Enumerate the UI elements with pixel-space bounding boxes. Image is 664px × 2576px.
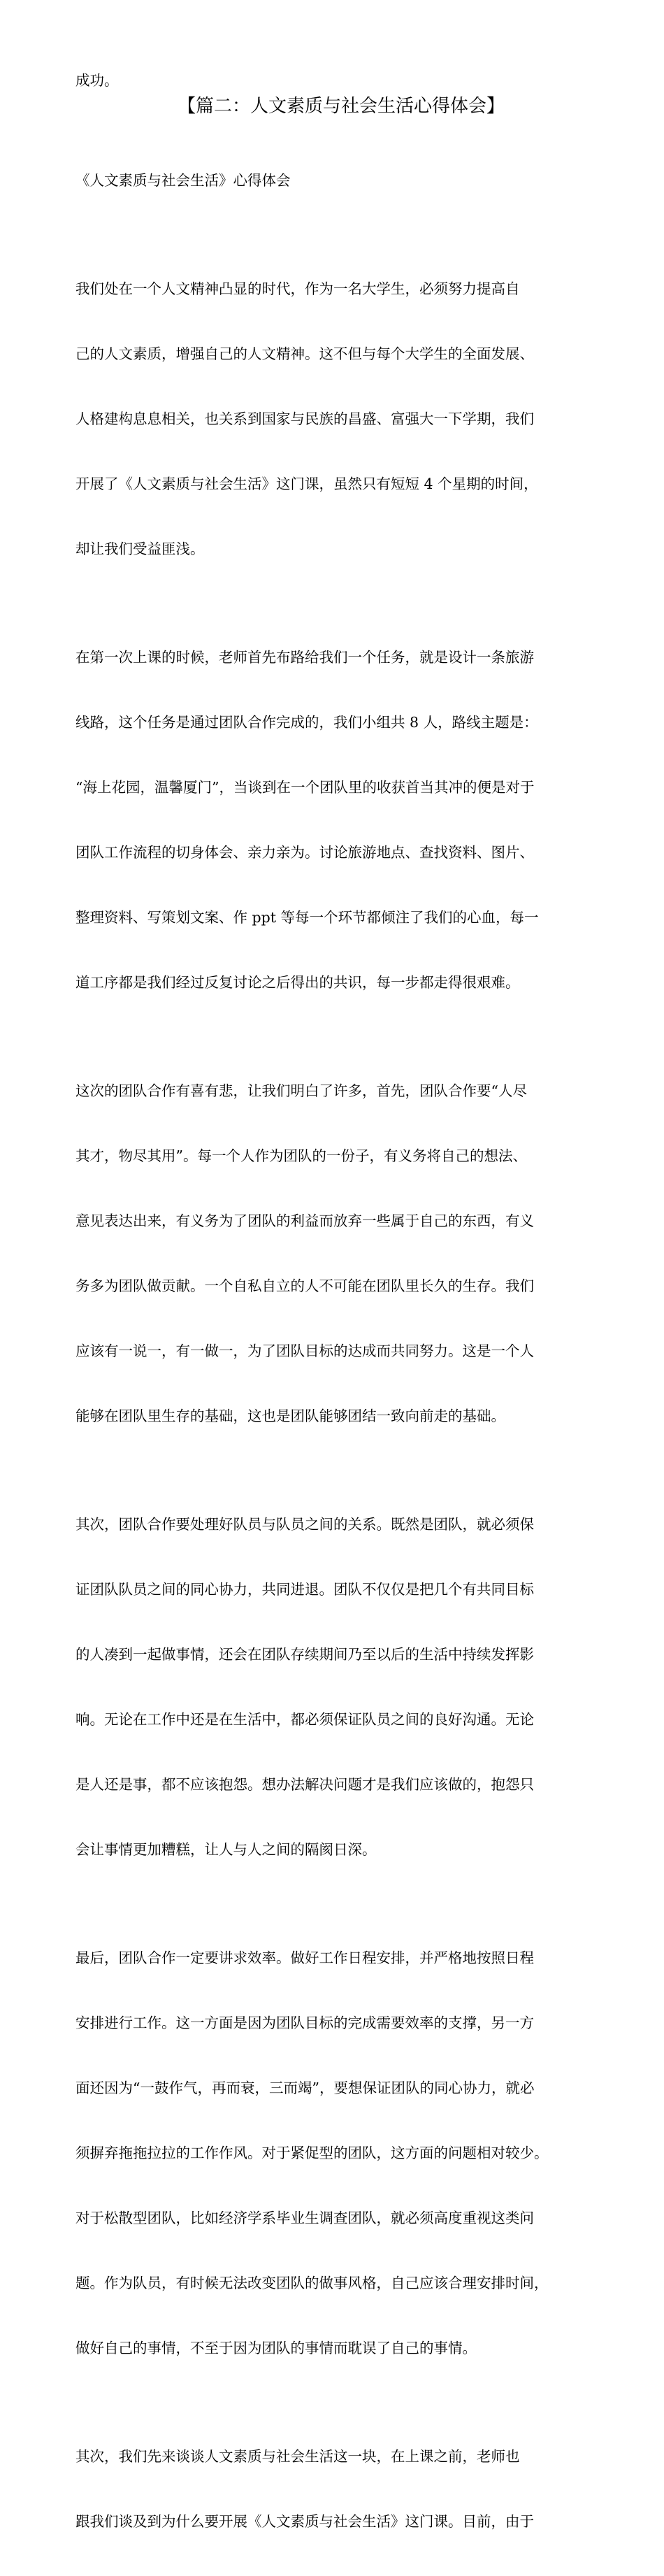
text-line: 能够在团队里生存的基础，这也是团队能够团结一致向前走的基础。: [75, 1408, 505, 1424]
text-line: 线路，这个任务是通过团队合作完成的，我们小组共 8 人，路线主题是：: [75, 714, 538, 731]
text-line: 响。无论在工作中还是在生活中，都必须保证队员之间的良好沟通。无论: [75, 1711, 534, 1728]
text-line: 开展了《人文素质与社会生活》这门课，虽然只有短短 4 个星期的时间，: [75, 475, 538, 492]
text-line: 却让我们受益匪浅。: [75, 541, 205, 557]
text-line: 安排进行工作。这一方面是因为团队目标的完成需要效率的支撑，另一方: [75, 2015, 534, 2031]
text-line: “海上花园，温馨厦门”，当谈到在一个团队里的收获首当其冲的便是对于: [75, 779, 535, 796]
paragraph-subtitle: [75, 127, 607, 235]
text-line: 其次，团队合作要处理好队员与队员之间的关系。既然是团队，就必须保: [75, 1516, 534, 1533]
paragraph-teamwork: [75, 1037, 607, 1471]
text-line: 最后，团队合作一定要讲求效率。做好工作日程安排，并严格地按照日程: [75, 1949, 534, 1966]
text-line: 面还因为“一鼓作气，再而衰，三而竭”，要想保证团队的同心协力，就必: [75, 2080, 535, 2096]
text-line: 务多为团队做贡献。一个自私自立的人不可能在团队里长久的生存。我们: [75, 1278, 534, 1294]
text-line: 在第一次上课的时候，老师首先布路给我们一个任务，就是设计一条旅游: [75, 649, 534, 666]
text-line: 我们处在一个人文精神凸显的时代，作为一名大学生，必须努力提高自: [75, 280, 520, 297]
paragraph-first-class: [75, 603, 607, 1037]
text-line: 这次的团队合作有喜有悲，让我们明白了许多，首先，团队合作要“人尽: [75, 1082, 527, 1099]
text-line: 人格建构息息相关，也关系到国家与民族的昌盛、富强大一下学期，我们: [75, 410, 534, 427]
text-line: 《人文素质与社会生活》心得体会: [75, 172, 291, 189]
text-line: 其次，我们先来谈谈人文素质与社会生活这一块，在上课之前，老师也: [75, 2448, 520, 2465]
text-line: 题。作为队员，有时候无法改变团队的做事风格，自己应该合理安排时间，: [75, 2275, 549, 2291]
text-line: 对于松散型团队，比如经济学系毕业生调查团队，就必须高度重视这类问: [75, 2210, 534, 2226]
section-title: 【篇二：人文素质与社会生活心得体会】: [177, 96, 505, 117]
text-line: 会让事情更加糟糕，让人与人之间的隔阂日深。: [75, 1841, 377, 1858]
text-line: 其才，物尽其用”。每一个人作为团队的一份子，有义务将自己的想法、: [75, 1147, 527, 1164]
text-line: 己的人文素质，增强自己的人文精神。这不但与每个大学生的全面发展、: [75, 345, 534, 362]
text-line: 意见表达出来，有义务为了团队的利益而放弃一些属于自己的东西，有义: [75, 1212, 534, 1229]
text-line: 是人还是事，都不应该抱怨。想办法解决问题才是我们应该做的，抱怨只: [75, 1776, 534, 1793]
text-line: 做好自己的事情，不至于因为团队的事情而耽误了自己的事情。: [75, 2340, 477, 2356]
text-line: 整理资料、写策划文案、作 ppt 等每一个环节都倾注了我们的心血，每一: [75, 909, 539, 926]
paragraph-next: [75, 2403, 607, 2576]
text-line: 道工序都是我们经过反复讨论之后得出的共识，每一步都走得很艰难。: [75, 974, 520, 991]
paragraph-second: [75, 1471, 607, 1904]
document-page: [75, 70, 607, 2576]
lead-fragment: 成功。: [75, 72, 119, 89]
text-line: 的人凑到一起做事情，还会在团队存续期间乃至以后的生活中持续发挥影: [75, 1646, 534, 1663]
text-line: 证团队队员之间的同心协力，共同进退。团队不仅仅是把几个有共同目标: [75, 1581, 534, 1598]
paragraph-last: [75, 1904, 607, 2403]
text-line: 须摒弃拖拖拉拉的工作作风。对于紧促型的团队，这方面的问题相对较少。: [75, 2145, 549, 2161]
text-line: 跟我们谈及到为什么要开展《人文素质与社会生活》这门课。目前，由于: [75, 2513, 534, 2530]
text-line: 团队工作流程的切身体会、亲力亲为。讨论旅游地点、查找资料、图片、: [75, 844, 534, 861]
paragraph-intro: [75, 235, 607, 603]
text-line: 应该有一说一，有一做一，为了团队目标的达成而共同努力。这是一个人: [75, 1343, 534, 1359]
